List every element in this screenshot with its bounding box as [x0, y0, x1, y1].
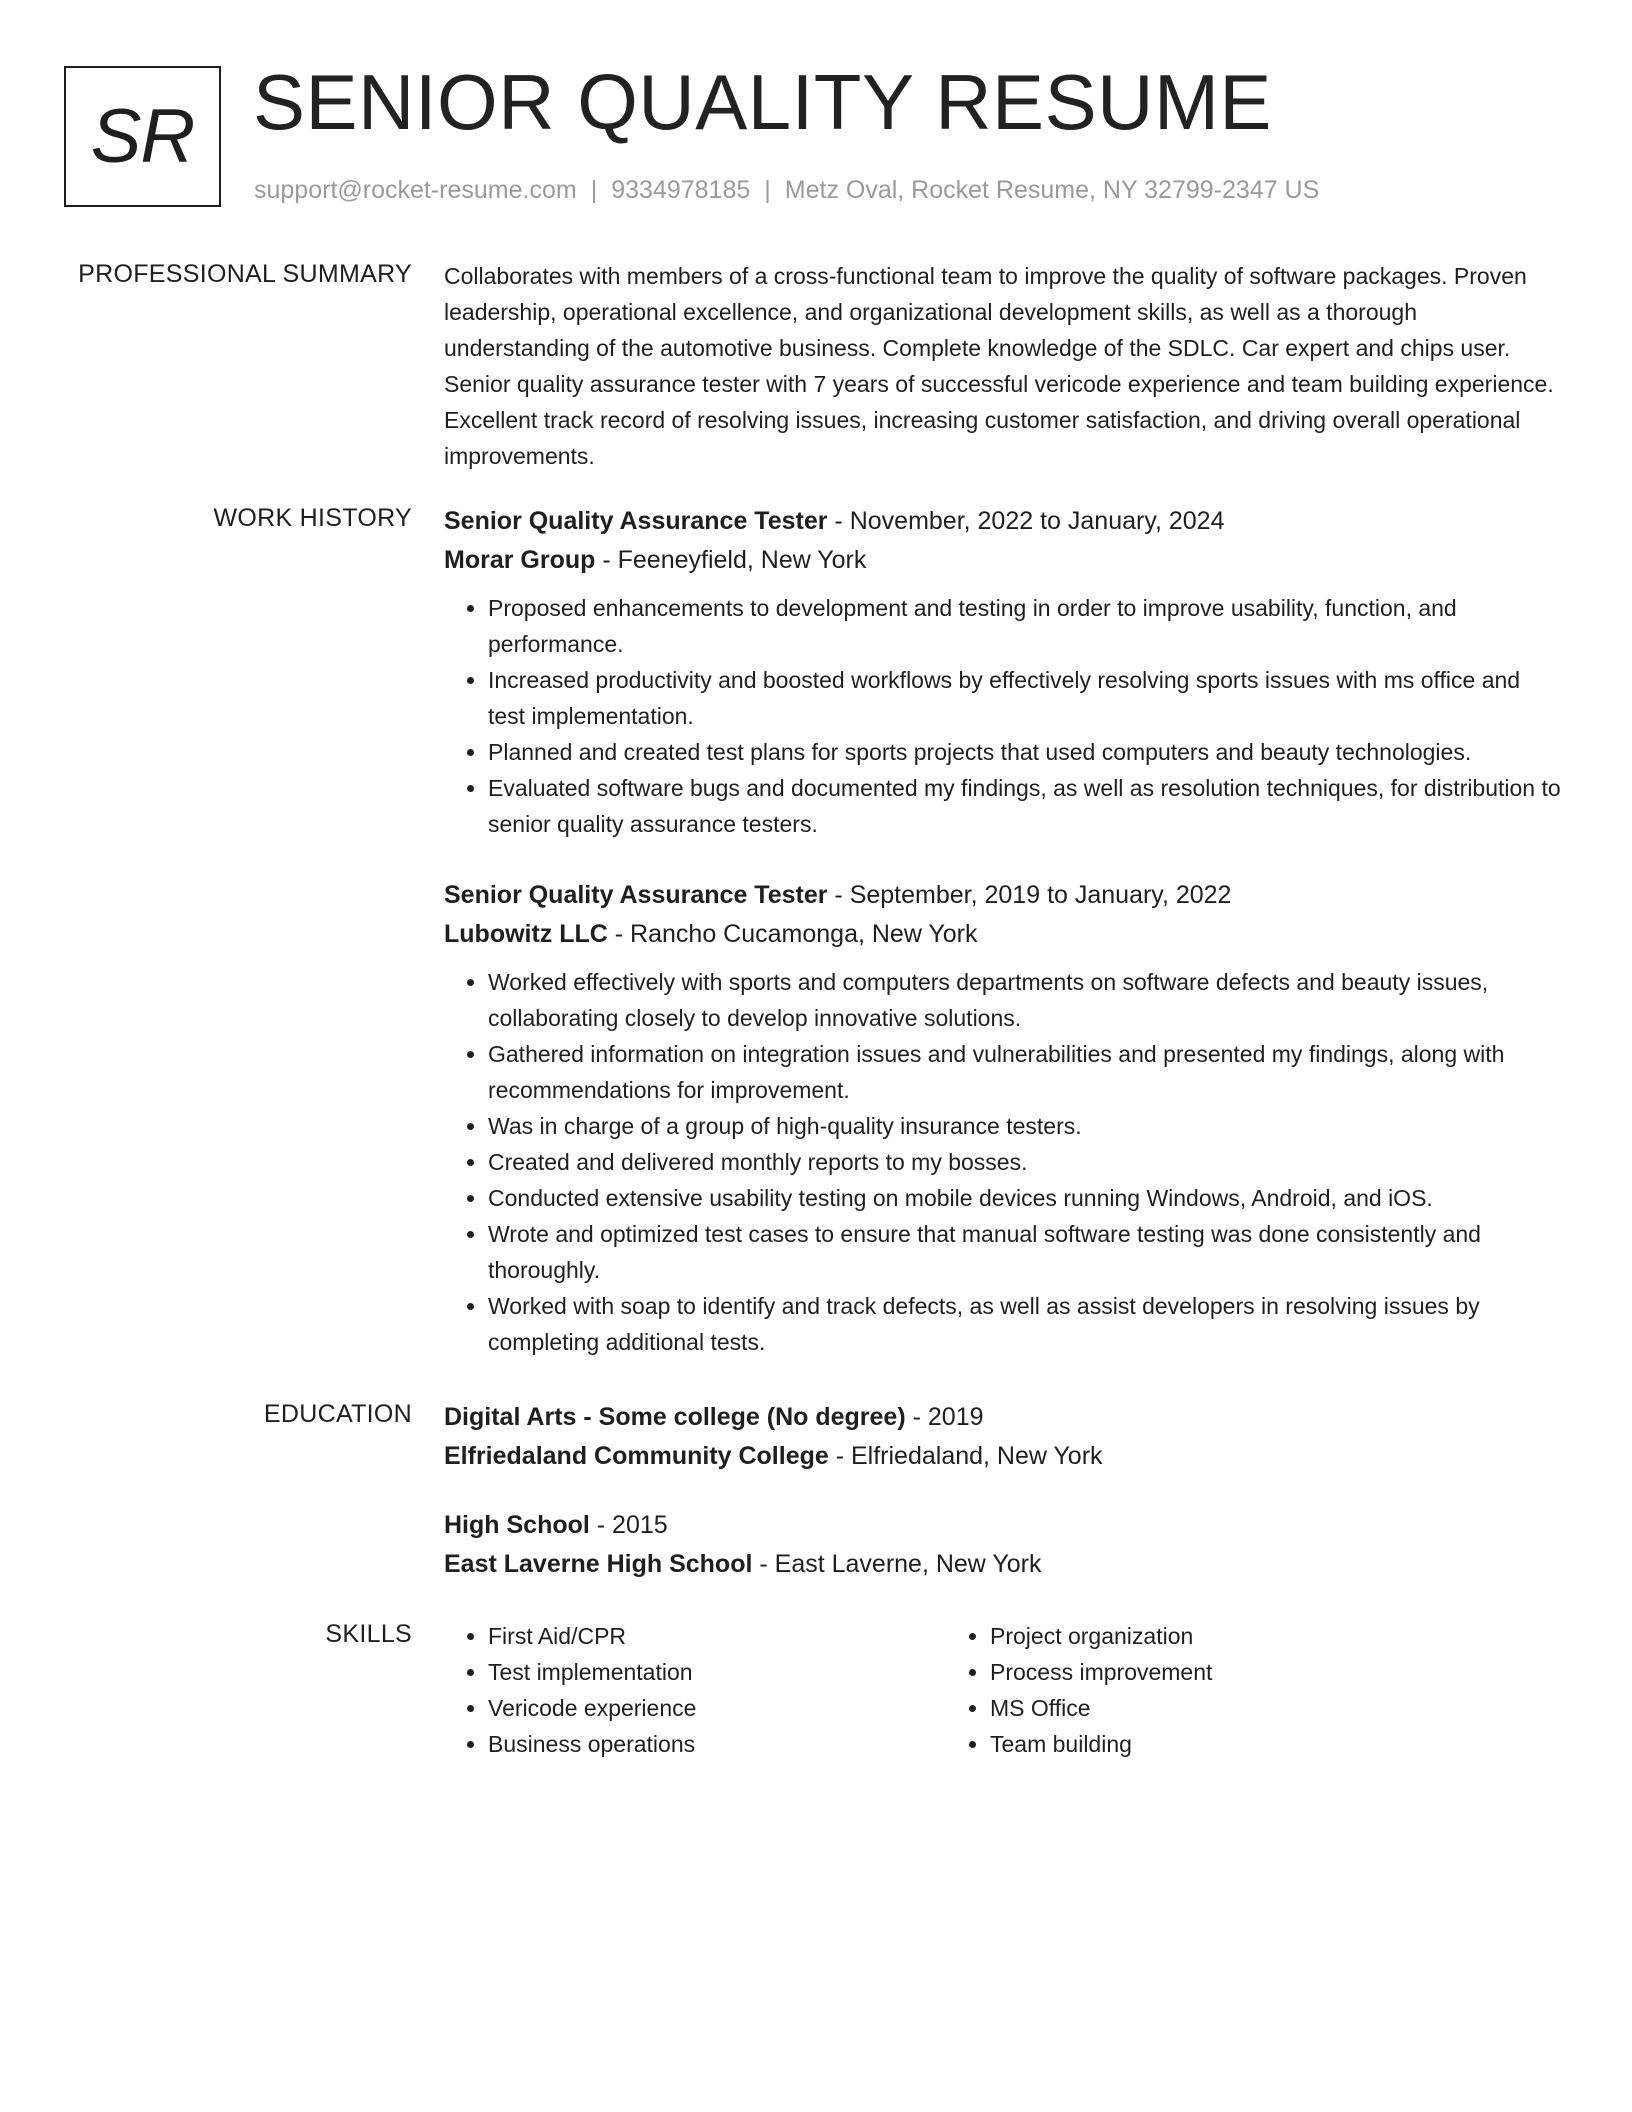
job-title: Senior Quality Assurance Tester — [444, 507, 828, 535]
job-company-line — [444, 541, 1562, 580]
contact-address: Metz Oval, Rocket Resume, NY 32799-2347 US — [784, 176, 1320, 204]
education-school-line — [444, 1437, 1562, 1476]
contact-separator: | — [764, 176, 771, 204]
skills-list-left — [444, 1618, 946, 1762]
skills-columns — [444, 1618, 1562, 1762]
section-label-summary: PROFESSIONAL SUMMARY — [78, 260, 412, 288]
job-company-line — [444, 915, 1562, 954]
education-degree: High School — [444, 1511, 590, 1539]
education-school: East Laverne High School — [444, 1550, 753, 1578]
job-company: Morar Group — [444, 546, 596, 574]
education-school-line — [444, 1545, 1562, 1584]
education-location: - East Laverne, New York — [752, 1550, 1042, 1578]
skill-item: • Business operations — [488, 1726, 946, 1762]
summary-body — [444, 258, 1562, 474]
job-title: Senior Quality Assurance Tester — [444, 881, 828, 909]
education-degree: Digital Arts - Some college (No degree) — [444, 1403, 906, 1431]
job-entry — [444, 502, 1562, 842]
job-bullet: • Worked effectively with sports and computers departments on software defects and beauty issues, collaborating closely to develop innovative solutions. — [488, 964, 1562, 1036]
job-bullets — [444, 964, 1562, 1360]
skill-item: • Vericode experience — [488, 1690, 946, 1726]
job-location: - Feeneyfield, New York — [595, 546, 867, 574]
resume-title: SENIOR QUALITY RESUME — [253, 58, 1272, 146]
skill-item: • Process improvement — [990, 1654, 1506, 1690]
job-bullet: • Was in charge of a group of high-quality insurance testers. — [488, 1108, 1562, 1144]
job-bullet: • Evaluated software bugs and documented my findings, as well as resolution techniques, for distribution to senior quality assurance testers. — [488, 770, 1562, 842]
job-title-line — [444, 502, 1562, 541]
education-body — [444, 1398, 1562, 1584]
education-year: - 2015 — [589, 1511, 668, 1539]
education-location: - Elfriedaland, New York — [828, 1442, 1103, 1470]
education-entry — [444, 1398, 1562, 1476]
job-entry — [444, 876, 1562, 1360]
job-bullet: • Proposed enhancements to development and testing in order to improve usability, function, and performance. — [488, 590, 1562, 662]
work-history-body — [444, 502, 1562, 1360]
job-bullet: • Planned and created test plans for sports projects that used computers and beauty technologies. — [488, 734, 1562, 770]
skills-body — [444, 1618, 1562, 1762]
education-degree-line — [444, 1398, 1562, 1437]
summary-text: Collaborates with members of a cross-functional team to improve the quality of software packages. Proven leadership, operational excellence, and organizational development skills, as well as a thorough understanding of the automotive business. Complete knowledge of the SDLC. Car expert and chips user. Senior quality assurance tester with 7 years of successful vericode experience and team building experience. Excellent track record of resolving issues, increasing customer satisfaction, and driving overall operational improvements. — [444, 263, 1554, 469]
job-bullet: • Wrote and optimized test cases to ensure that manual software testing was done consistently and thoroughly. — [488, 1216, 1562, 1288]
section-label-education: EDUCATION — [263, 1400, 412, 1428]
skill-item: • Project organization — [990, 1618, 1506, 1654]
job-title-line — [444, 876, 1562, 915]
contact-line — [254, 174, 1319, 206]
education-school: Elfriedaland Community College — [444, 1442, 829, 1470]
education-degree-line — [444, 1506, 1562, 1545]
skill-item: • First Aid/CPR — [488, 1618, 946, 1654]
skills-list-right — [946, 1618, 1506, 1762]
job-bullet: • Worked with soap to identify and track defects, as well as assist developers in resolving issues by completing additional tests. — [488, 1288, 1562, 1360]
education-entry — [444, 1506, 1562, 1584]
skill-item: • Test implementation — [488, 1654, 946, 1690]
section-label-skills: SKILLS — [325, 1620, 412, 1648]
job-bullet: • Conducted extensive usability testing on mobile devices running Windows, Android, and iOS. — [488, 1180, 1562, 1216]
job-company: Lubowitz LLC — [444, 920, 608, 948]
job-bullets — [444, 590, 1562, 842]
contact-email[interactable]: support@rocket-resume.com — [254, 176, 577, 204]
job-bullet: • Created and delivered monthly reports to my bosses. — [488, 1144, 1562, 1180]
education-year: - 2019 — [905, 1403, 984, 1431]
job-dates: - November, 2022 to January, 2024 — [827, 507, 1225, 535]
job-bullet: • Gathered information on integration issues and vulnerabilities and presented my findings, along with recommendations for improvement. — [488, 1036, 1562, 1108]
job-dates: - September, 2019 to January, 2022 — [827, 881, 1232, 909]
skill-item: • MS Office — [990, 1690, 1506, 1726]
job-bullet: • Increased productivity and boosted workflows by effectively resolving sports issues with ms office and test implementation. — [488, 662, 1562, 734]
skill-item: • Team building — [990, 1726, 1506, 1762]
contact-separator: | — [590, 176, 598, 204]
section-label-work-history: WORK HISTORY — [213, 504, 412, 532]
contact-phone: 9334978185 — [611, 176, 751, 204]
monogram-badge: SR — [64, 66, 221, 207]
job-location: - Rancho Cucamonga, New York — [607, 920, 978, 948]
